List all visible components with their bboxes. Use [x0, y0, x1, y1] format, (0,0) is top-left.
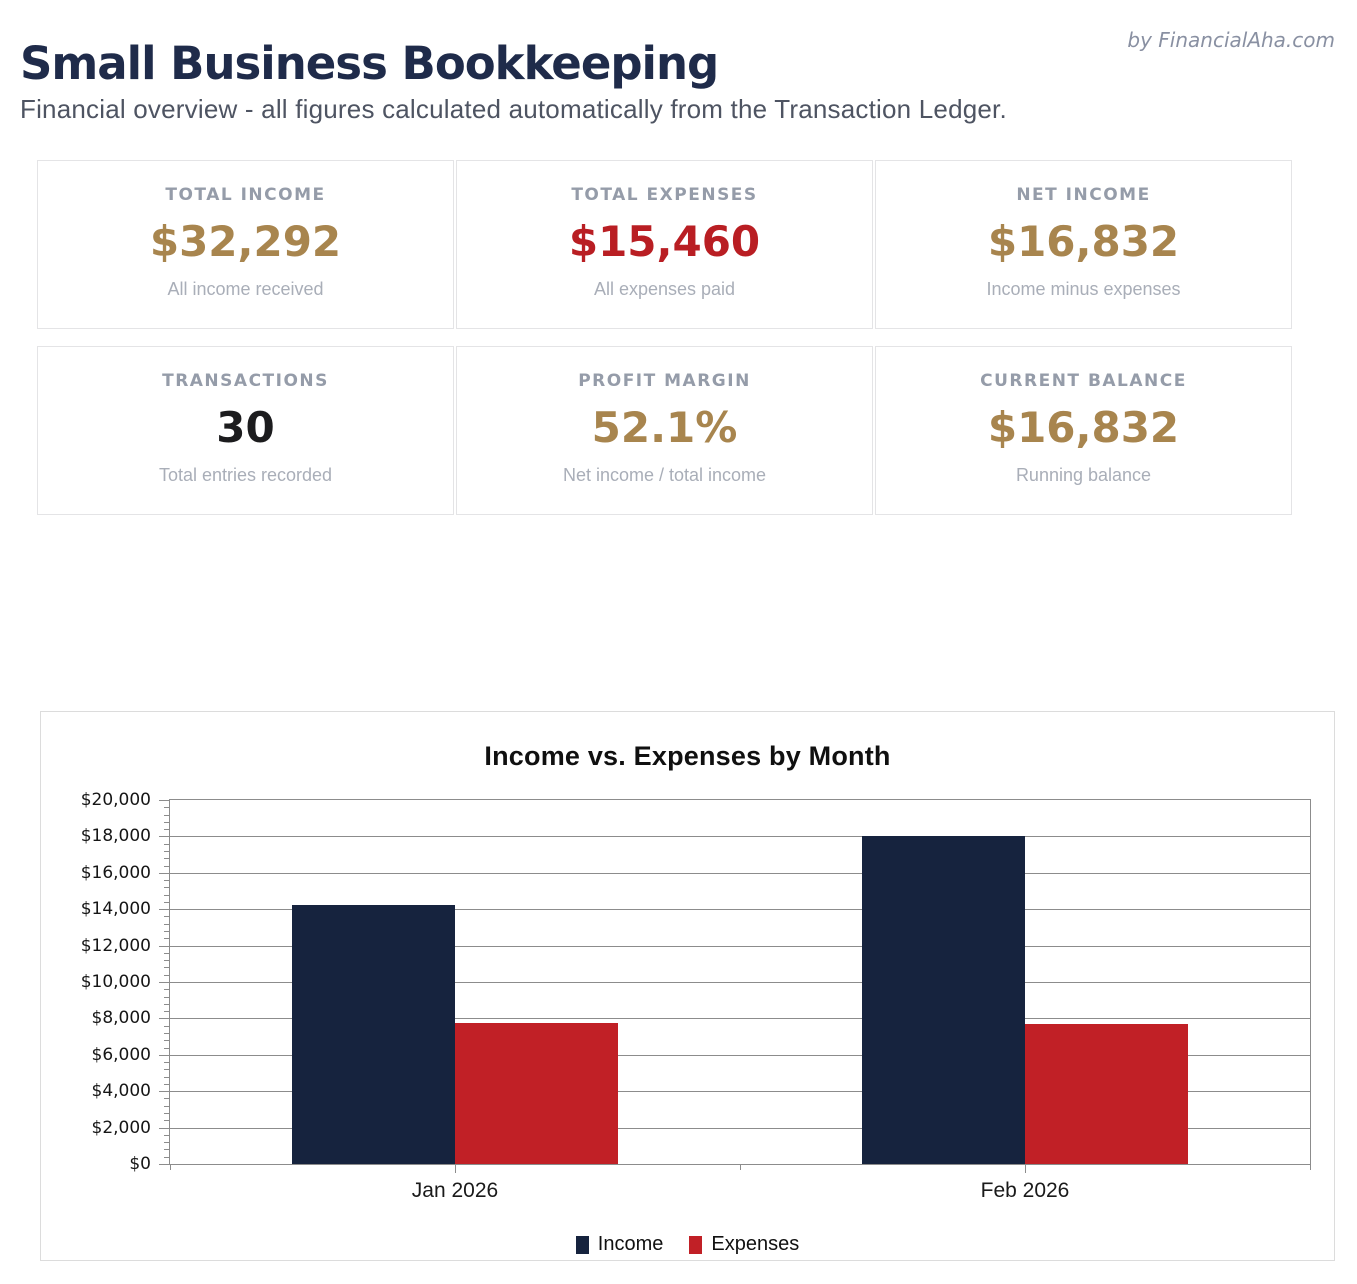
stat-card-sublabel: Total entries recorded — [158, 465, 333, 485]
bar-expenses-jan-2026 — [455, 1023, 618, 1164]
stat-card-sublabel: Net income / total income — [562, 465, 767, 485]
legend-item-income — [576, 1233, 664, 1256]
byline: by FinancialAha.com — [1127, 28, 1335, 52]
stat-card-sublabel: Income minus expenses — [986, 279, 1181, 299]
stat-card-label: CURRENT BALANCE — [980, 371, 1187, 391]
bar-income-feb-2026 — [862, 836, 1025, 1164]
y-tick-major — [159, 800, 169, 801]
y-tick-label: $20,000 — [80, 790, 151, 810]
stat-card-label: PROFIT MARGIN — [578, 371, 751, 391]
stat-card-value: 52.1% — [591, 403, 738, 452]
stat-card-label: TOTAL EXPENSES — [571, 185, 758, 205]
gridline-18000 — [170, 836, 1310, 837]
chart-plot-area — [169, 799, 1311, 1165]
page-subtitle: Financial overview - all figures calculated automatically from the Transaction Ledger. — [20, 94, 1007, 124]
legend-label: Expenses — [711, 1233, 800, 1255]
x-tick-major — [455, 1165, 456, 1173]
stat-card-value: $16,832 — [987, 403, 1180, 452]
stat-card-label: NET INCOME — [1016, 185, 1151, 205]
x-tick-major — [1025, 1165, 1026, 1173]
chart-legend — [41, 1233, 1334, 1256]
stat-card-label: TOTAL INCOME — [165, 185, 326, 205]
stat-card-label: TRANSACTIONS — [162, 371, 329, 391]
stat-card-value: $16,832 — [987, 217, 1180, 266]
y-tick-label: $16,000 — [80, 862, 151, 883]
y-tick-major — [159, 1091, 169, 1092]
stat-card-profit-margin — [456, 346, 873, 515]
stats-grid — [37, 160, 1292, 515]
y-tick-major — [159, 1164, 169, 1165]
stat-card-total-expenses — [456, 160, 873, 329]
y-tick-major — [159, 873, 169, 874]
stat-card-net-income — [875, 160, 1292, 329]
page-title: Small Business Bookkeeping — [20, 37, 719, 91]
y-tick-label: $14,000 — [80, 899, 151, 920]
y-tick-label: $8,000 — [91, 1008, 151, 1029]
y-tick-major — [159, 982, 169, 983]
y-tick-label: $18,000 — [80, 826, 151, 847]
stat-card-sublabel: Running balance — [1015, 465, 1152, 485]
y-tick-label: $0 — [129, 1154, 151, 1174]
y-tick-major — [159, 1018, 169, 1019]
stat-card-value: 30 — [216, 403, 275, 452]
x-tick-minor — [170, 1165, 171, 1170]
x-tick-minor — [1310, 1165, 1311, 1170]
stat-card-sublabel: All expenses paid — [593, 279, 736, 299]
gridline-16000 — [170, 873, 1310, 874]
bar-expenses-feb-2026 — [1025, 1024, 1188, 1164]
legend-swatch-expenses — [689, 1236, 702, 1254]
chart-card — [40, 711, 1335, 1261]
y-tick-major — [159, 1055, 169, 1056]
bar-income-jan-2026 — [292, 905, 455, 1164]
stat-card-sublabel: All income received — [167, 279, 324, 299]
x-tick-minor — [740, 1165, 741, 1170]
legend-swatch-income — [576, 1236, 589, 1254]
y-tick-major — [159, 836, 169, 837]
chart-title: Income vs. Expenses by Month — [484, 741, 891, 771]
y-tick-major — [159, 1128, 169, 1129]
legend-item-expenses — [689, 1233, 799, 1256]
x-tick-label-jan-2026: Jan 2026 — [411, 1179, 499, 1202]
stat-card-total-income — [37, 160, 454, 329]
stat-card-value: $32,292 — [149, 217, 342, 266]
stat-card-transactions — [37, 346, 454, 515]
x-tick-label-feb-2026: Feb 2026 — [980, 1179, 1070, 1202]
stat-card-current-balance — [875, 346, 1292, 515]
y-tick-major — [159, 909, 169, 910]
y-tick-label: $10,000 — [80, 972, 151, 992]
stat-card-value: $15,460 — [568, 217, 761, 266]
y-tick-label: $6,000 — [91, 1044, 151, 1065]
y-tick-label: $2,000 — [91, 1117, 151, 1138]
legend-label: Income — [597, 1233, 664, 1255]
y-tick-major — [159, 946, 169, 947]
y-tick-label: $12,000 — [80, 935, 151, 956]
y-tick-label: $4,000 — [91, 1081, 151, 1102]
